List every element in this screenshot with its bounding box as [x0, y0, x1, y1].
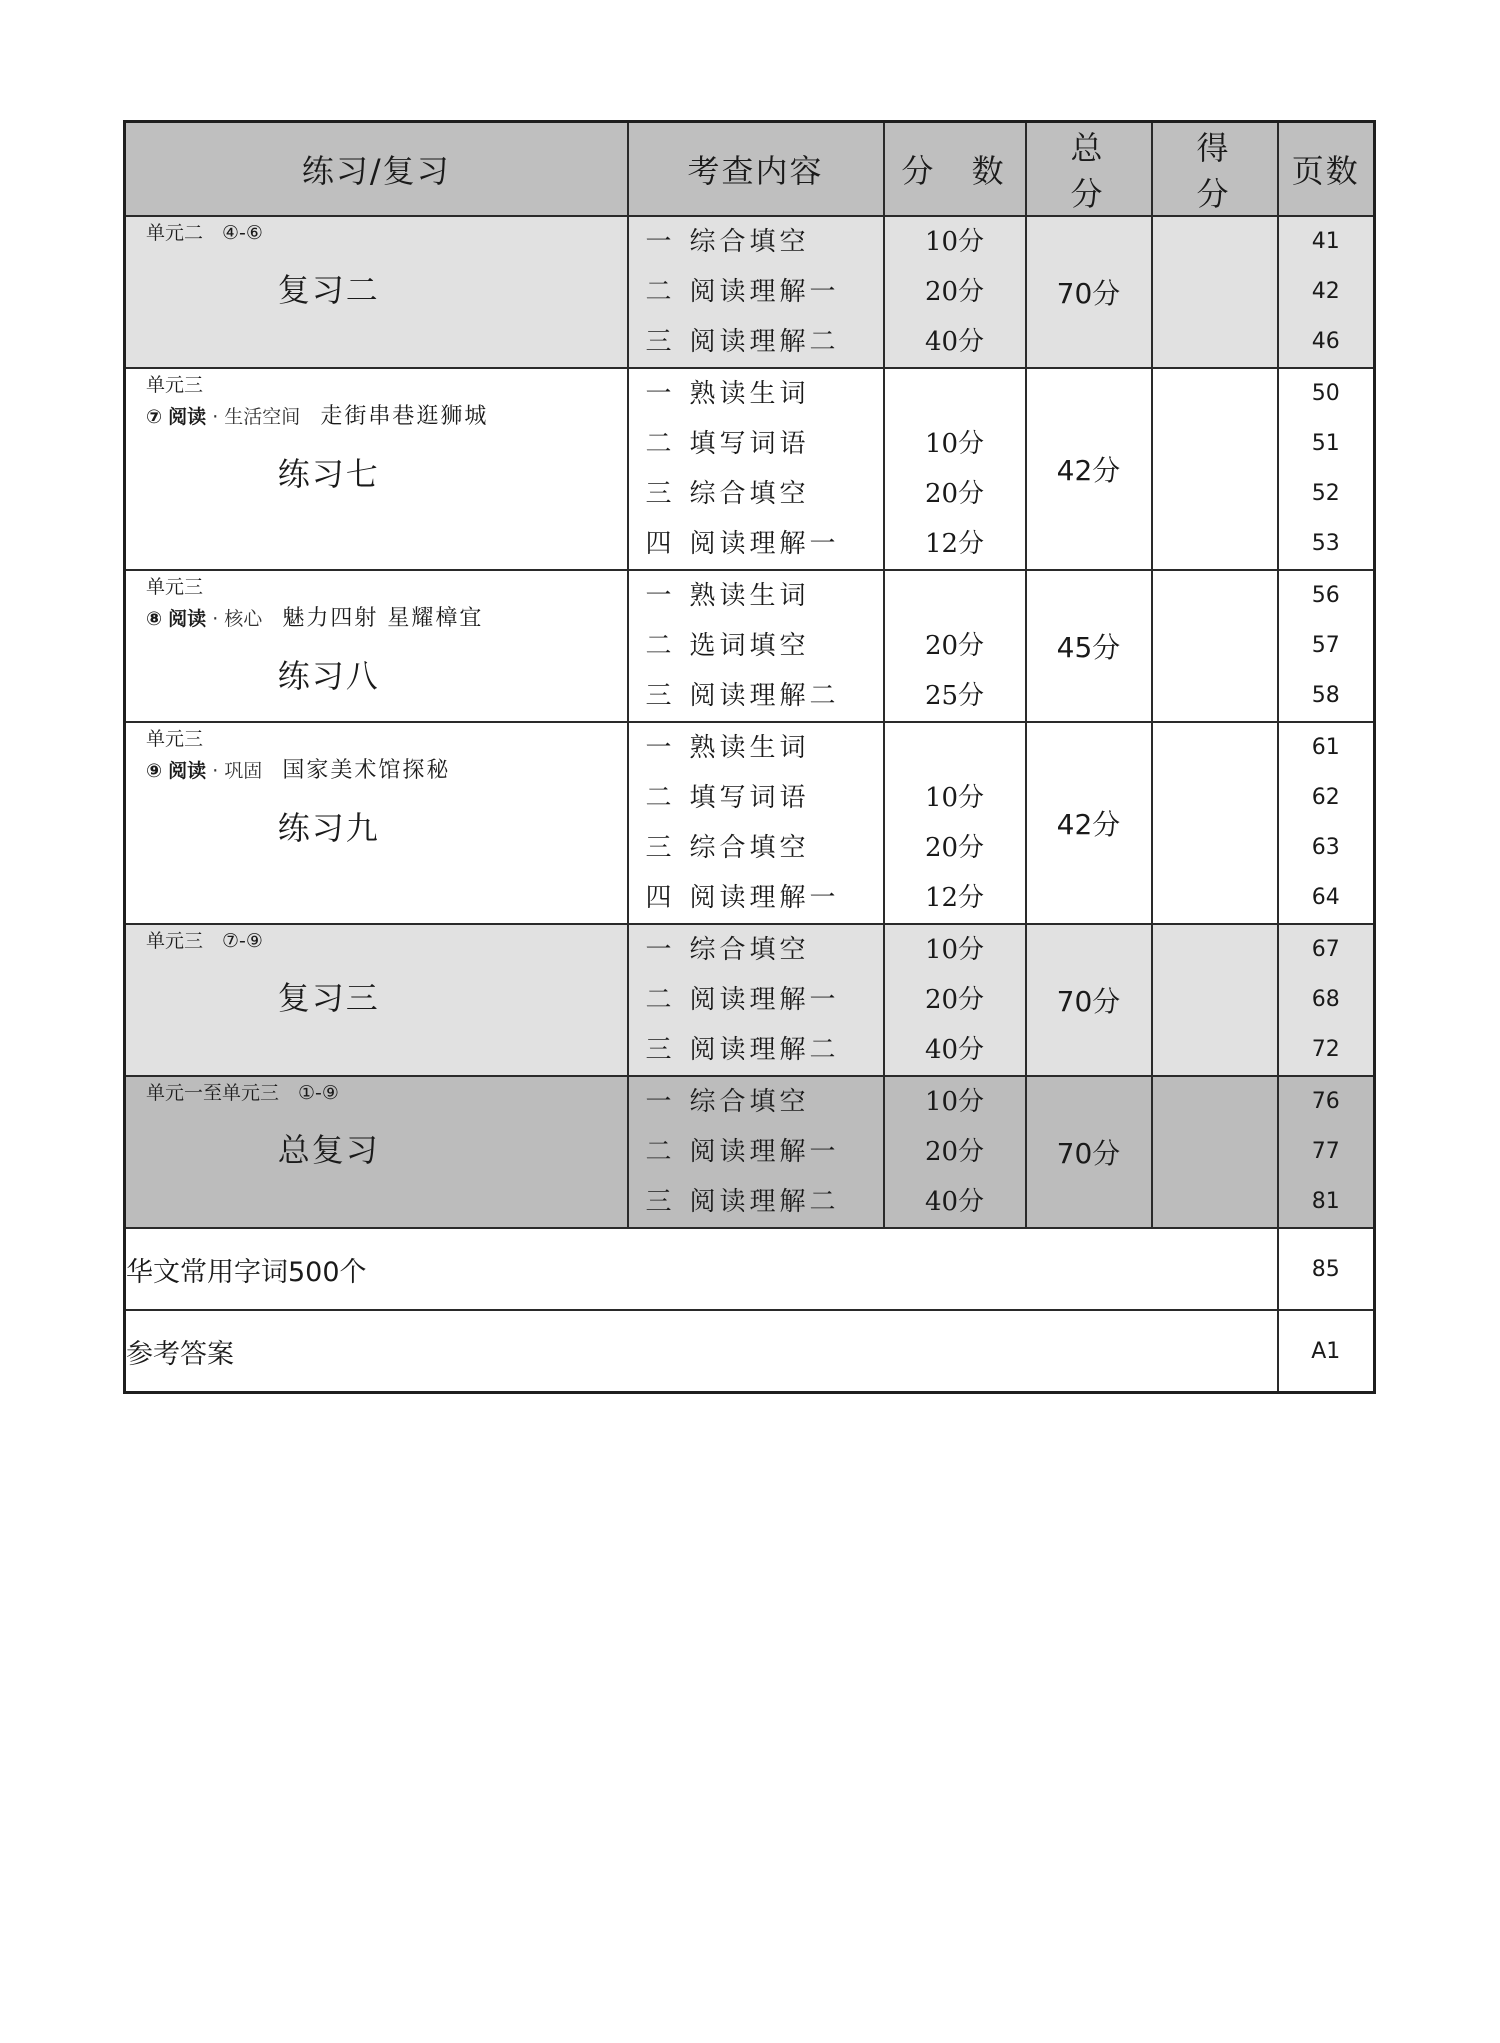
header-exercise: 练习/复习 [125, 122, 628, 217]
page-cell [1278, 216, 1375, 368]
exercise-cell [125, 1076, 628, 1228]
page-number: 76 [1311, 1089, 1340, 1114]
page-number: 81 [1311, 1189, 1340, 1214]
page-number: 42 [1311, 279, 1340, 304]
page-cell [1278, 570, 1375, 722]
exercise-cell [125, 216, 628, 368]
table-row-answers [125, 1310, 1375, 1393]
total-score: 70分 [1026, 924, 1152, 1076]
total-score: 70分 [1026, 1076, 1152, 1228]
header-page: 页数 [1278, 122, 1375, 217]
exercise-title: 复习二 [277, 271, 380, 309]
content-item: 三 综合填空 [645, 479, 810, 509]
content-item: 二 阅读理解一 [645, 277, 840, 307]
page-number: 50 [1311, 381, 1340, 406]
total-score: 70分 [1026, 216, 1152, 368]
table-row-exercise-9 [125, 722, 1375, 924]
page-number: 67 [1311, 937, 1340, 962]
obtained-score-blank [1152, 216, 1278, 368]
exercise-title: 练习九 [277, 809, 380, 847]
total-score: 42分 [1026, 368, 1152, 570]
vocabulary-label: 华文常用字词500个 [125, 1228, 1278, 1310]
score-cell [884, 368, 1026, 570]
obtained-score-blank [1152, 924, 1278, 1076]
content-item: 四 阅读理解一 [645, 883, 840, 913]
score-value: 20分 [924, 1137, 985, 1167]
score-value: 10分 [924, 429, 985, 459]
page-number: 68 [1311, 987, 1340, 1012]
score-value: 12分 [924, 529, 985, 559]
page-number: 72 [1311, 1037, 1340, 1062]
content-item: 一 综合填空 [645, 935, 810, 965]
lesson-line: ⑧ 阅读 · 核心 魅力四射 星耀樟宜 [146, 606, 484, 631]
obtained-score-blank [1152, 570, 1278, 722]
page-number: 63 [1311, 835, 1340, 860]
page-cell [1278, 368, 1375, 570]
obtained-score-blank [1152, 368, 1278, 570]
score-value: 10分 [924, 227, 985, 257]
page-number: 46 [1311, 329, 1340, 354]
content-item: 一 熟读生词 [645, 581, 810, 611]
table-row-exercise-7 [125, 368, 1375, 570]
page-number: 61 [1311, 735, 1340, 760]
table-row-review-3 [125, 924, 1375, 1076]
content-item: 二 填写词语 [645, 783, 810, 813]
lesson-line: ⑦ 阅读 · 生活空间 走街串巷逛狮城 [146, 404, 489, 429]
exercise-title: 练习八 [277, 657, 380, 695]
content-item: 二 阅读理解一 [645, 985, 840, 1015]
page-cell [1278, 1076, 1375, 1228]
content-cell [628, 570, 884, 722]
table-row-review-2 [125, 216, 1375, 368]
score-cell [884, 570, 1026, 722]
content-item: 一 综合填空 [645, 227, 810, 257]
score-cell [884, 924, 1026, 1076]
lesson-line: ⑨ 阅读 · 巩固 国家美术馆探秘 [146, 758, 451, 783]
page-number: 85 [1278, 1228, 1375, 1310]
content-cell [628, 1076, 884, 1228]
contents-table [123, 120, 1376, 1394]
content-cell [628, 368, 884, 570]
page-number: 64 [1311, 885, 1340, 910]
obtained-score-blank [1152, 1076, 1278, 1228]
content-item: 三 阅读理解二 [645, 327, 840, 357]
score-cell [884, 1076, 1026, 1228]
score-value: 12分 [924, 883, 985, 913]
exercise-cell [125, 570, 628, 722]
score-cell [884, 722, 1026, 924]
content-item: 三 阅读理解二 [645, 681, 840, 711]
header-obtained: 得 分 [1152, 122, 1278, 217]
score-value: 10分 [924, 783, 985, 813]
page-number: 52 [1311, 481, 1340, 506]
header-total: 总 分 [1026, 122, 1152, 217]
page-cell [1278, 722, 1375, 924]
total-score: 45分 [1026, 570, 1152, 722]
page-number: 62 [1311, 785, 1340, 810]
page-number: 41 [1311, 229, 1340, 254]
exercise-title: 练习七 [277, 455, 380, 493]
answers-label: 参考答案 [125, 1310, 1278, 1393]
content-item: 一 综合填空 [645, 1087, 810, 1117]
content-item: 一 熟读生词 [645, 733, 810, 763]
table-row-general-review [125, 1076, 1375, 1228]
page-number: 57 [1311, 633, 1340, 658]
content-item: 二 选词填空 [645, 631, 810, 661]
content-item: 一 熟读生词 [645, 379, 810, 409]
score-value: 40分 [924, 1035, 985, 1065]
exercise-cell [125, 924, 628, 1076]
exercise-cell [125, 368, 628, 570]
content-item: 二 阅读理解一 [645, 1137, 840, 1167]
content-item: 四 阅读理解一 [645, 529, 840, 559]
content-item: 三 阅读理解二 [645, 1035, 840, 1065]
score-value: 20分 [924, 833, 985, 863]
content-item: 二 填写词语 [645, 429, 810, 459]
table-row-exercise-8 [125, 570, 1375, 722]
score-value: 20分 [924, 985, 985, 1015]
score-value: 20分 [924, 479, 985, 509]
score-value: 20分 [924, 631, 985, 661]
page-number: 77 [1311, 1139, 1340, 1164]
unit-line: 单元二 ④-⑥ [146, 222, 263, 244]
content-cell [628, 924, 884, 1076]
content-cell [628, 216, 884, 368]
total-score: 42分 [1026, 722, 1152, 924]
exercise-title: 总复习 [277, 1131, 380, 1169]
score-value: 25分 [924, 681, 985, 711]
page-cell [1278, 924, 1375, 1076]
unit-line: 单元三 ⑦-⑨ [146, 930, 263, 952]
unit-line: 单元三 [146, 728, 204, 750]
score-value: 10分 [924, 1087, 985, 1117]
unit-line: 单元一至单元三 ①-⑨ [146, 1082, 339, 1104]
score-value: 20分 [924, 277, 985, 307]
header-content: 考查内容 [628, 122, 884, 217]
content-cell [628, 722, 884, 924]
page-number: 56 [1311, 583, 1340, 608]
score-value: 40分 [924, 1187, 985, 1217]
score-value: 40分 [924, 327, 985, 357]
exercise-title: 复习三 [277, 979, 380, 1017]
page-number: 53 [1311, 531, 1340, 556]
page-number: 58 [1311, 683, 1340, 708]
header-row [125, 122, 1375, 217]
content-item: 三 阅读理解二 [645, 1187, 840, 1217]
score-cell [884, 216, 1026, 368]
content-item: 三 综合填空 [645, 833, 810, 863]
obtained-score-blank [1152, 722, 1278, 924]
exercise-cell [125, 722, 628, 924]
score-value: 10分 [924, 935, 985, 965]
header-score: 分 数 [884, 122, 1026, 217]
page-number: A1 [1278, 1310, 1375, 1393]
unit-line: 单元三 [146, 374, 204, 396]
unit-line: 单元三 [146, 576, 204, 598]
page-number: 51 [1311, 431, 1340, 456]
table-row-vocabulary [125, 1228, 1375, 1310]
